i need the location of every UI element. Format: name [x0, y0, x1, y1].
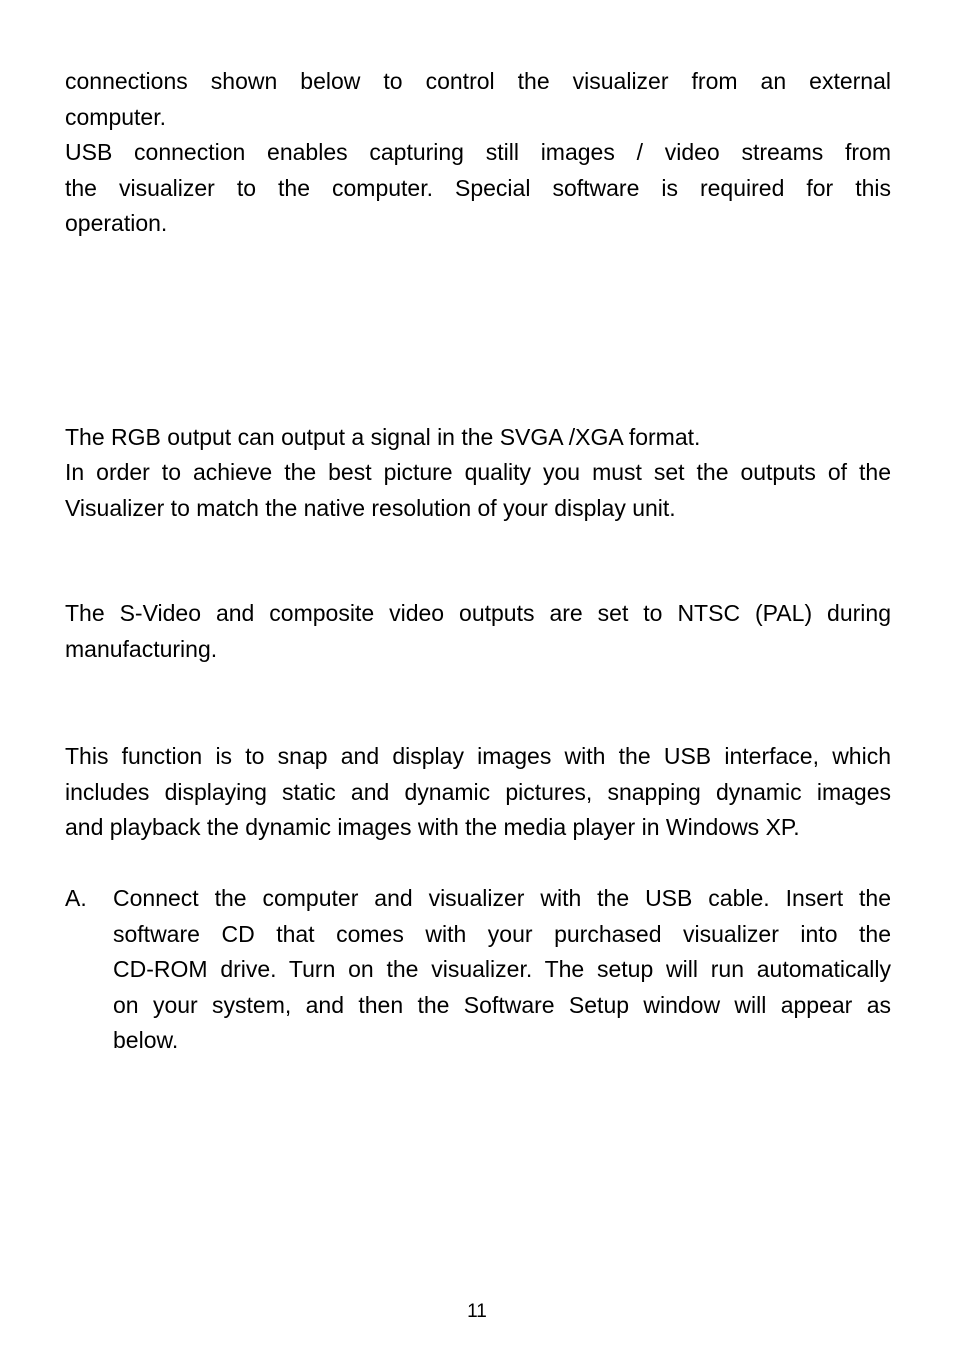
text-line: manufacturing. [65, 635, 218, 662]
list-item-a [65, 881, 891, 1061]
text-line: The S-Video and composite video outputs are set to NTSC (PAL) during [65, 600, 891, 626]
text-line: operation. [65, 210, 168, 237]
list-marker: A. [65, 885, 87, 911]
text-line: on your system, and then the Software Setup window will appear as [113, 991, 891, 1018]
text-line: the visualizer to the computer. Special software is required for this [65, 174, 891, 201]
text-line: connections shown below to control the visualizer from an external [65, 68, 891, 94]
text-line: USB connection enables capturing still images / video streams from [65, 139, 891, 165]
paragraph-picture-quality [65, 455, 891, 526]
paragraph-rgb-output [65, 420, 891, 456]
text-line: below. [113, 1027, 179, 1054]
text-line: This function is to snap and display images with the USB interface, which [65, 743, 891, 769]
list-item-body [113, 881, 891, 1059]
paragraph-usb-function [65, 739, 891, 846]
text-line: Visualizer to match the native resolution of your display unit. [65, 494, 676, 521]
paragraph-usb-connection [65, 135, 891, 242]
text-line: includes displaying static and dynamic pictures, snapping dynamic images [65, 778, 891, 805]
text-line: The RGB output can output a signal in the SVGA /XGA format. [65, 424, 701, 450]
text-line: In order to achieve the best picture quality you must set the outputs of the [65, 459, 891, 485]
page-number: 11 [467, 1301, 487, 1322]
text-line: computer. [65, 103, 166, 130]
text-line: CD-ROM drive. Turn on the visualizer. The setup will run automatically [113, 956, 891, 983]
paragraph-connections [65, 64, 891, 135]
text-line: software CD that comes with your purchased visualizer into the [113, 920, 891, 947]
text-line: and playback the dynamic images with the media player in Windows XP. [65, 814, 800, 841]
text-line: Connect the computer and visualizer with the USB cable. Insert the [113, 885, 891, 911]
paragraph-svideo [65, 596, 891, 667]
